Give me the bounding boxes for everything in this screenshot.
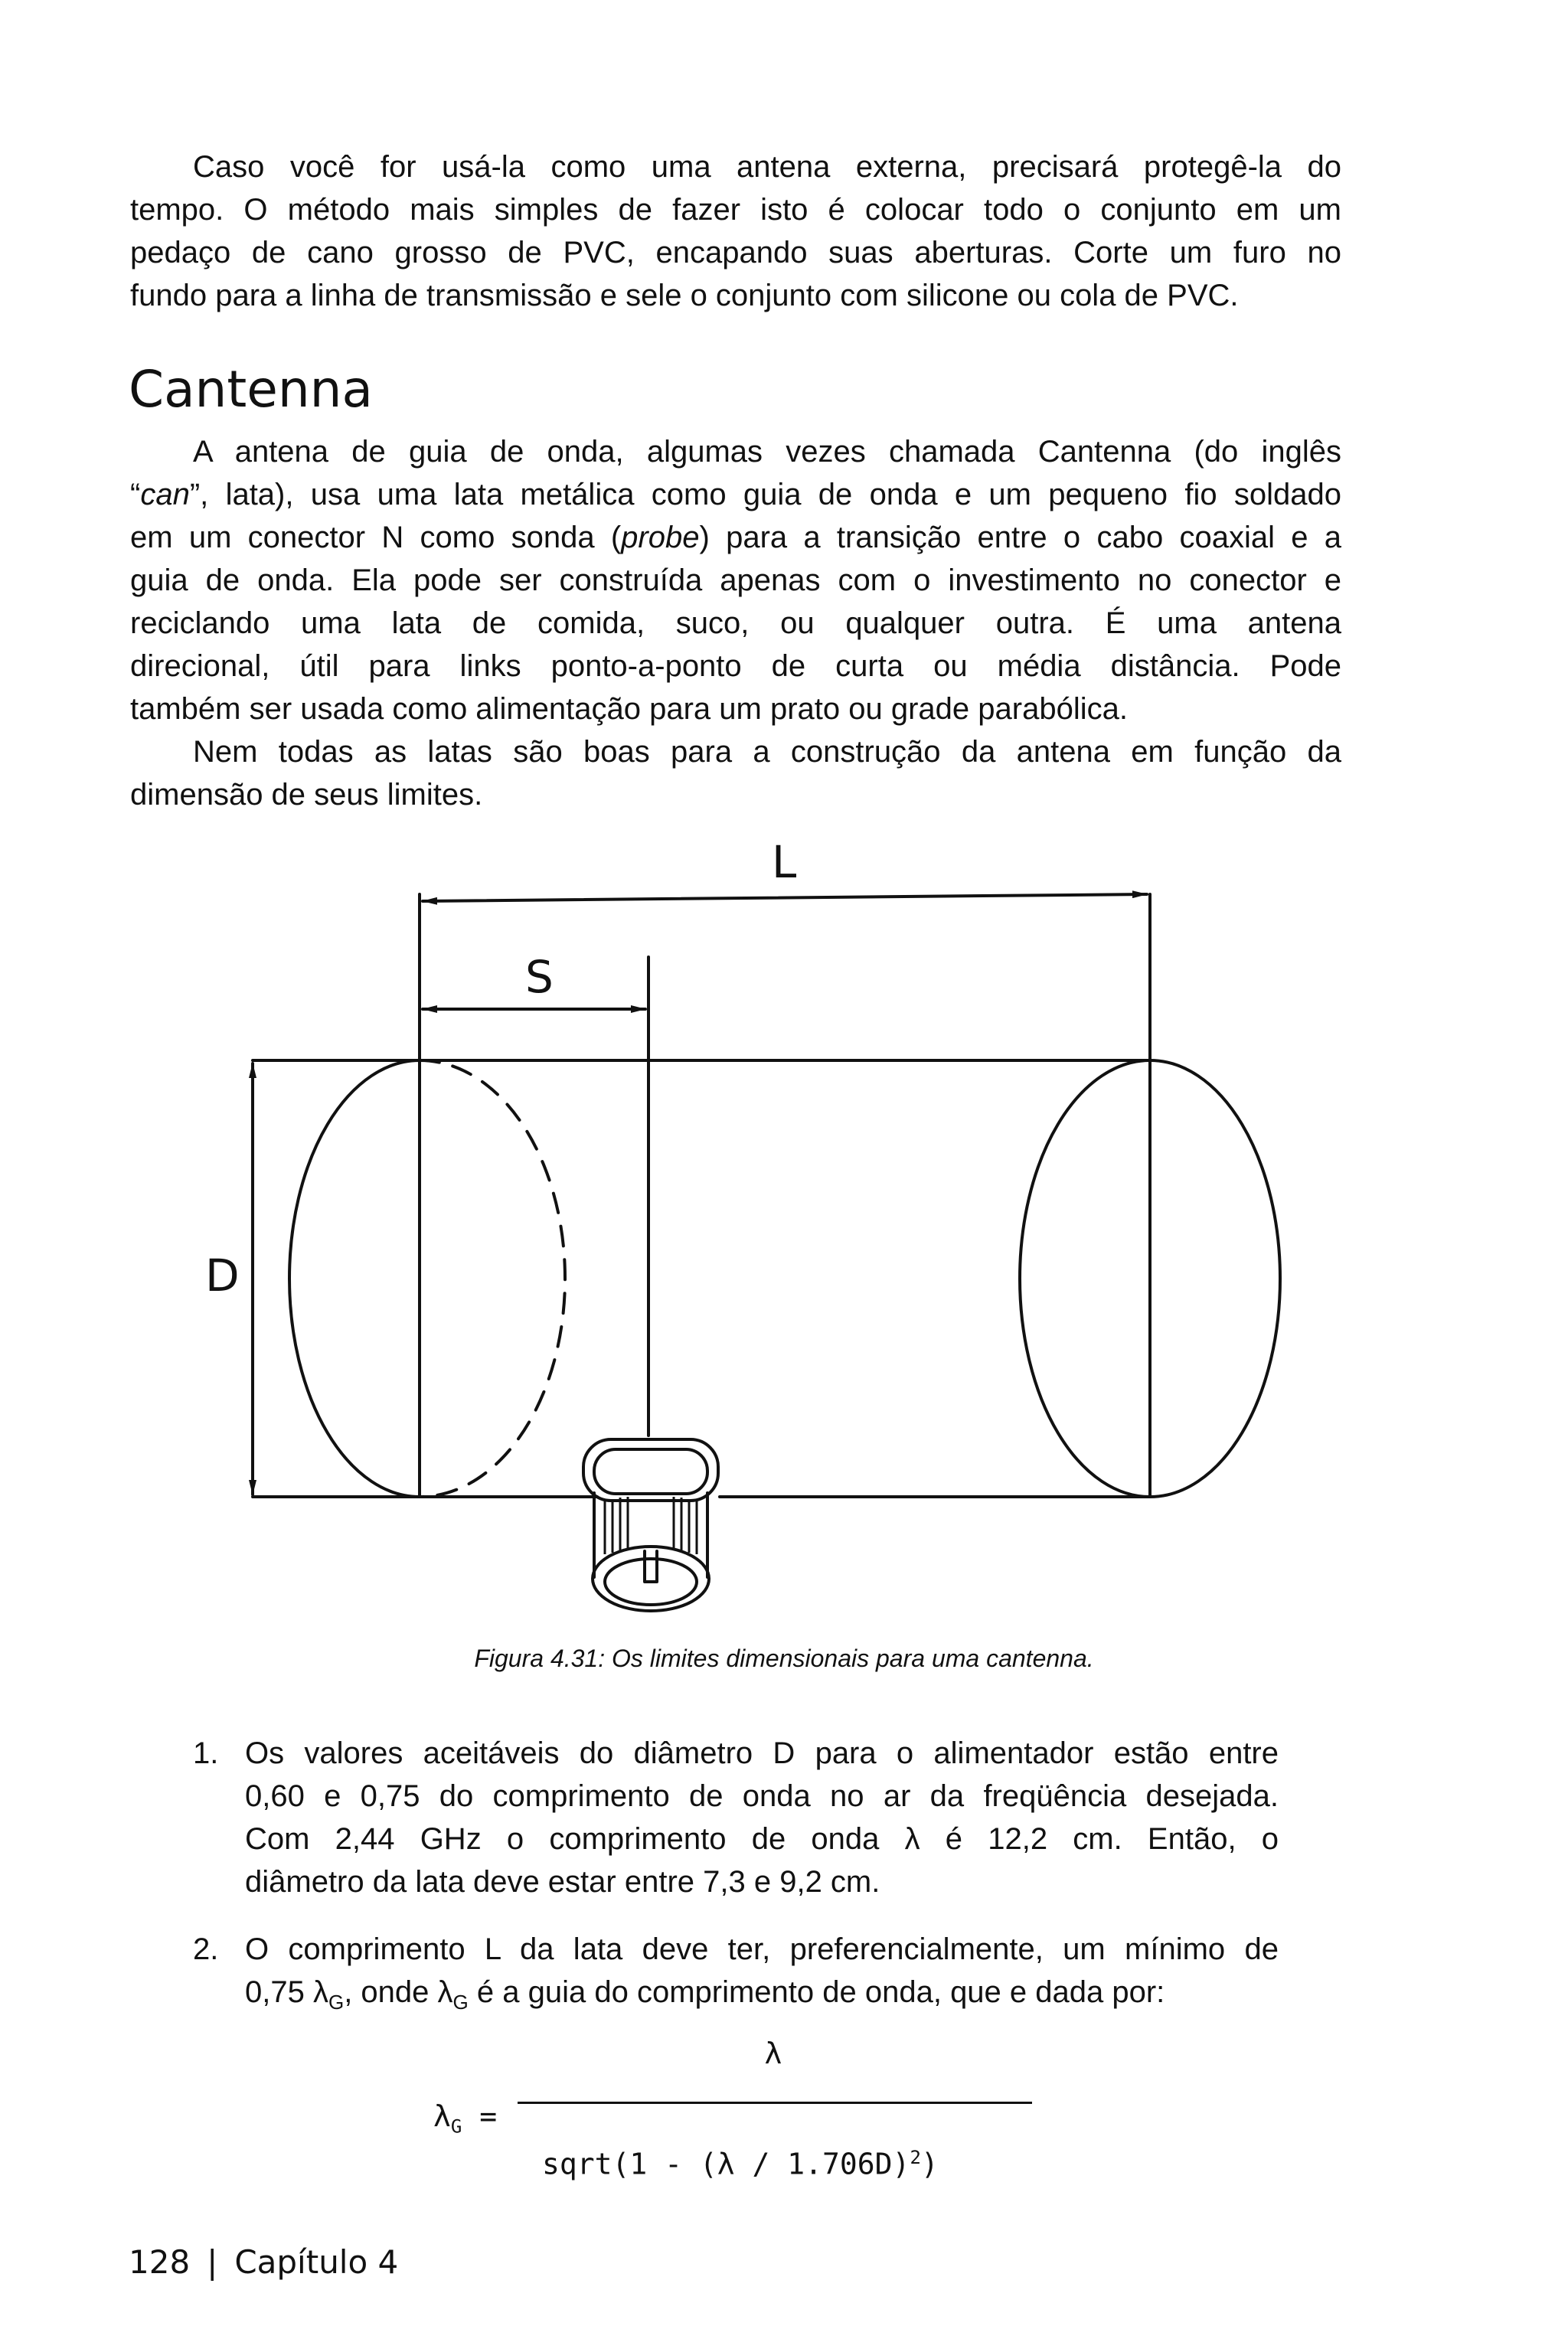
connector-mouth-outer [593,1547,709,1611]
p1-line-3 [130,516,1341,559]
section-title: Cantenna [129,360,373,419]
can-left-end [289,1060,420,1497]
figure-caption: Figura 4.31: Os limites dimensionais para uma cantenna. [474,1645,1094,1672]
intro-line-3: pedaço de cano grosso de PVC, encapando suas aberturas. Corte um furo no [130,236,1341,270]
cantenna-paragraph [130,430,1341,730]
formula-lhs [433,2099,497,2138]
item1-line-3: Com 2,44 GHz o comprimento de onda λ é 12,2 cm. Então, o [245,1822,1279,1856]
intro-line-4: fundo para a linha de transmissão e sele o conjunto com silicone ou cola de PVC. [130,279,1239,312]
item2-l2-b: , onde λ [344,1975,453,2009]
p2-line-1: Nem todas as latas são boas para a construção da antena em função da [193,735,1341,769]
p1-line-4: guia de onda. Ela pode ser construída apenas com o investimento no conector e [130,564,1341,597]
intro-line-1: Caso você for usá-la como uma antena externa, precisará protegê-la do [193,150,1341,184]
list-number-2: 2. [193,1932,219,1966]
formula-denominator [542,2147,939,2181]
item2-line-1: O comprimento L da lata deve ter, preferencialmente, um mínimo de [245,1932,1279,1966]
connector-threads [605,1497,697,1554]
formula-den-b: ) [920,2147,939,2181]
p2-line-2: dimensão de seus limites. [130,778,483,812]
p1-line-1: A antena de guia de onda, algumas vezes chamada Cantenna (do inglês [193,435,1341,469]
intro-line-2: tempo. O método mais simples de fazer isto é colocar todo o conjunto em um [130,193,1341,227]
p1-line-7: também ser usada como alimentação para um prato ou grade parabólica. [130,692,1128,726]
connector-flange-inner [594,1449,707,1494]
item2-sub-2: G [452,1991,469,2014]
p1-line-5: reciclando uma lata de comida, suco, ou qualquer outra. É uma antena [130,606,1341,640]
l-dimension-line [423,894,1147,901]
p1-line-2 [130,473,1341,516]
chapter-label: Capítulo 4 [234,2243,399,2281]
formula-lhs-sub: G [450,2115,462,2138]
can-left-end-hidden [420,1060,565,1497]
connector-flange-outer [583,1439,718,1501]
connector-body [594,1493,707,1577]
formula-den-sup: 2 [910,2147,921,2168]
italic-probe: probe [621,521,700,554]
italic-can: can [140,478,190,511]
item2-line-2 [245,1971,1279,2024]
p1-line-6: direcional, útil para links ponto-a-ponto de curta ou média distância. Pode [130,649,1341,683]
label-d: D [205,1250,240,1302]
page-number: 128 [129,2243,191,2281]
item2-sub-1: G [328,1991,345,2014]
list-item-1 [130,1732,1279,1903]
can-right-end [1020,1060,1280,1497]
item1-line-1: Os valores aceitáveis do diâmetro D para o alimentador estão entre [245,1736,1279,1770]
cans-paragraph [130,730,1341,816]
formula-lambda: λ [433,2099,451,2133]
item1-line-2: 0,60 e 0,75 do comprimento de onda no ar da freqüência desejada. [245,1779,1279,1813]
p1-line-3-post: ) para a transição entre o cabo coaxial e a [699,521,1341,554]
list-number-1: 1. [193,1736,219,1770]
item2-l2-a: 0,75 λ [245,1975,328,2009]
item1-line-4: diâmetro da lata deve estar entre 7,3 e 9,2 cm. [245,1865,880,1899]
connector-pin [645,1551,657,1582]
p1-line-2-rest: ”, lata), usa uma lata metálica como guia de onda e um pequeno fio soldado [189,478,1341,511]
formula-numerator: λ [764,2037,782,2070]
label-s: S [525,951,554,1003]
quote-open: “ [130,478,141,511]
list-item-2 [130,1928,1279,2024]
page-footer [129,2243,398,2281]
item2-l2-c: é a guia do comprimento de onda, que e dada por: [468,1975,1165,2009]
fraction-bar [518,2102,1032,2104]
label-l: L [772,836,797,888]
p1-line-3-pre: em um conector N como sonda ( [130,521,622,554]
formula-den-a: sqrt(1 - (λ / 1.706D) [542,2147,910,2181]
footer-separator: | [207,2243,218,2281]
intro-paragraph [130,145,1341,317]
requirements-list [130,1732,1279,2024]
formula-equals: = [462,2099,498,2133]
connector-mouth-inner [605,1559,697,1605]
